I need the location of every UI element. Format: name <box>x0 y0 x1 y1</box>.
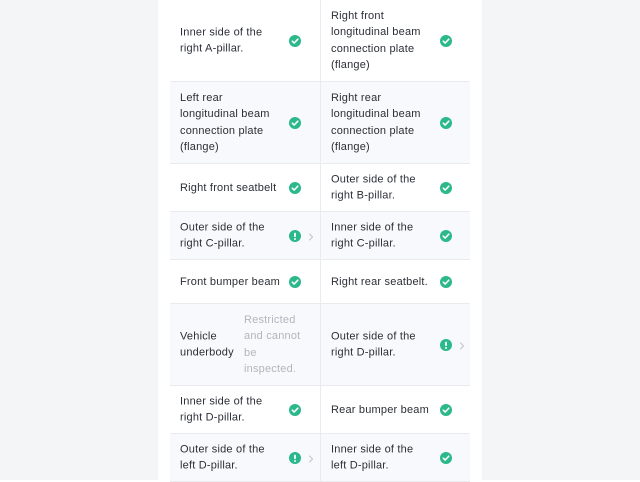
table-row <box>170 82 470 164</box>
item-label: Right front longitudinal beam connection plate (flange) <box>331 9 421 71</box>
check-icon <box>440 182 452 194</box>
inspection-item <box>320 82 470 163</box>
item-label: Outer side of the left D-pillar. <box>180 443 265 472</box>
inspection-item[interactable] <box>170 212 320 259</box>
table-row <box>170 0 470 82</box>
item-label: Rear bumper beam <box>331 403 429 416</box>
item-label: Front bumper beam <box>180 275 280 288</box>
inspection-item <box>320 434 470 481</box>
item-label: Inner side of the right C-pillar. <box>331 221 414 250</box>
item-label: Right rear seatbelt. <box>331 275 428 288</box>
check-icon <box>440 35 452 47</box>
check-icon <box>289 276 301 288</box>
warning-icon <box>289 230 301 242</box>
check-icon <box>440 404 452 416</box>
table-row <box>170 434 470 482</box>
warning-icon <box>289 452 301 464</box>
inspection-item <box>320 260 470 303</box>
table-row <box>170 304 470 386</box>
inspection-item <box>170 386 320 433</box>
chevron-right-icon[interactable] <box>307 452 315 464</box>
chevron-right-icon[interactable] <box>307 230 315 242</box>
item-label: Right rear longitudinal beam connection plate (flange) <box>331 91 421 153</box>
inspection-item[interactable] <box>320 304 470 385</box>
item-label: Inner side of the right D-pillar. <box>180 395 263 424</box>
inspection-item <box>170 304 320 385</box>
inspection-item <box>320 0 470 81</box>
item-label: Outer side of the right C-pillar. <box>180 221 265 250</box>
check-icon <box>289 182 301 194</box>
item-label: Outer side of the right B-pillar. <box>331 173 416 202</box>
inspection-item <box>170 260 320 303</box>
item-label: Inner side of the right A-pillar. <box>180 26 263 55</box>
check-icon <box>289 404 301 416</box>
check-icon <box>440 230 452 242</box>
inspection-item <box>170 0 320 81</box>
inspection-item <box>320 212 470 259</box>
table-row <box>170 260 470 304</box>
inspection-item <box>320 386 470 433</box>
check-icon <box>440 276 452 288</box>
warning-icon <box>440 339 452 351</box>
inspection-item <box>170 164 320 211</box>
inspection-item[interactable] <box>170 434 320 481</box>
table-row <box>170 386 470 434</box>
restricted-note: Restricted and cannot be inspected. <box>244 313 301 375</box>
inspection-item <box>170 82 320 163</box>
check-icon <box>440 452 452 464</box>
check-icon <box>289 35 301 47</box>
item-label: Inner side of the left D-pillar. <box>331 443 414 472</box>
check-icon <box>289 117 301 129</box>
table-row <box>170 212 470 260</box>
check-icon <box>440 117 452 129</box>
table-row <box>170 164 470 212</box>
inspection-item <box>320 164 470 211</box>
item-label: Vehicle underbody <box>180 330 234 359</box>
item-label: Left rear longitudinal beam connection plate (flange) <box>180 91 270 153</box>
chevron-right-icon[interactable] <box>458 339 466 351</box>
item-label: Outer side of the right D-pillar. <box>331 330 416 359</box>
item-label: Right front seatbelt <box>180 181 277 194</box>
